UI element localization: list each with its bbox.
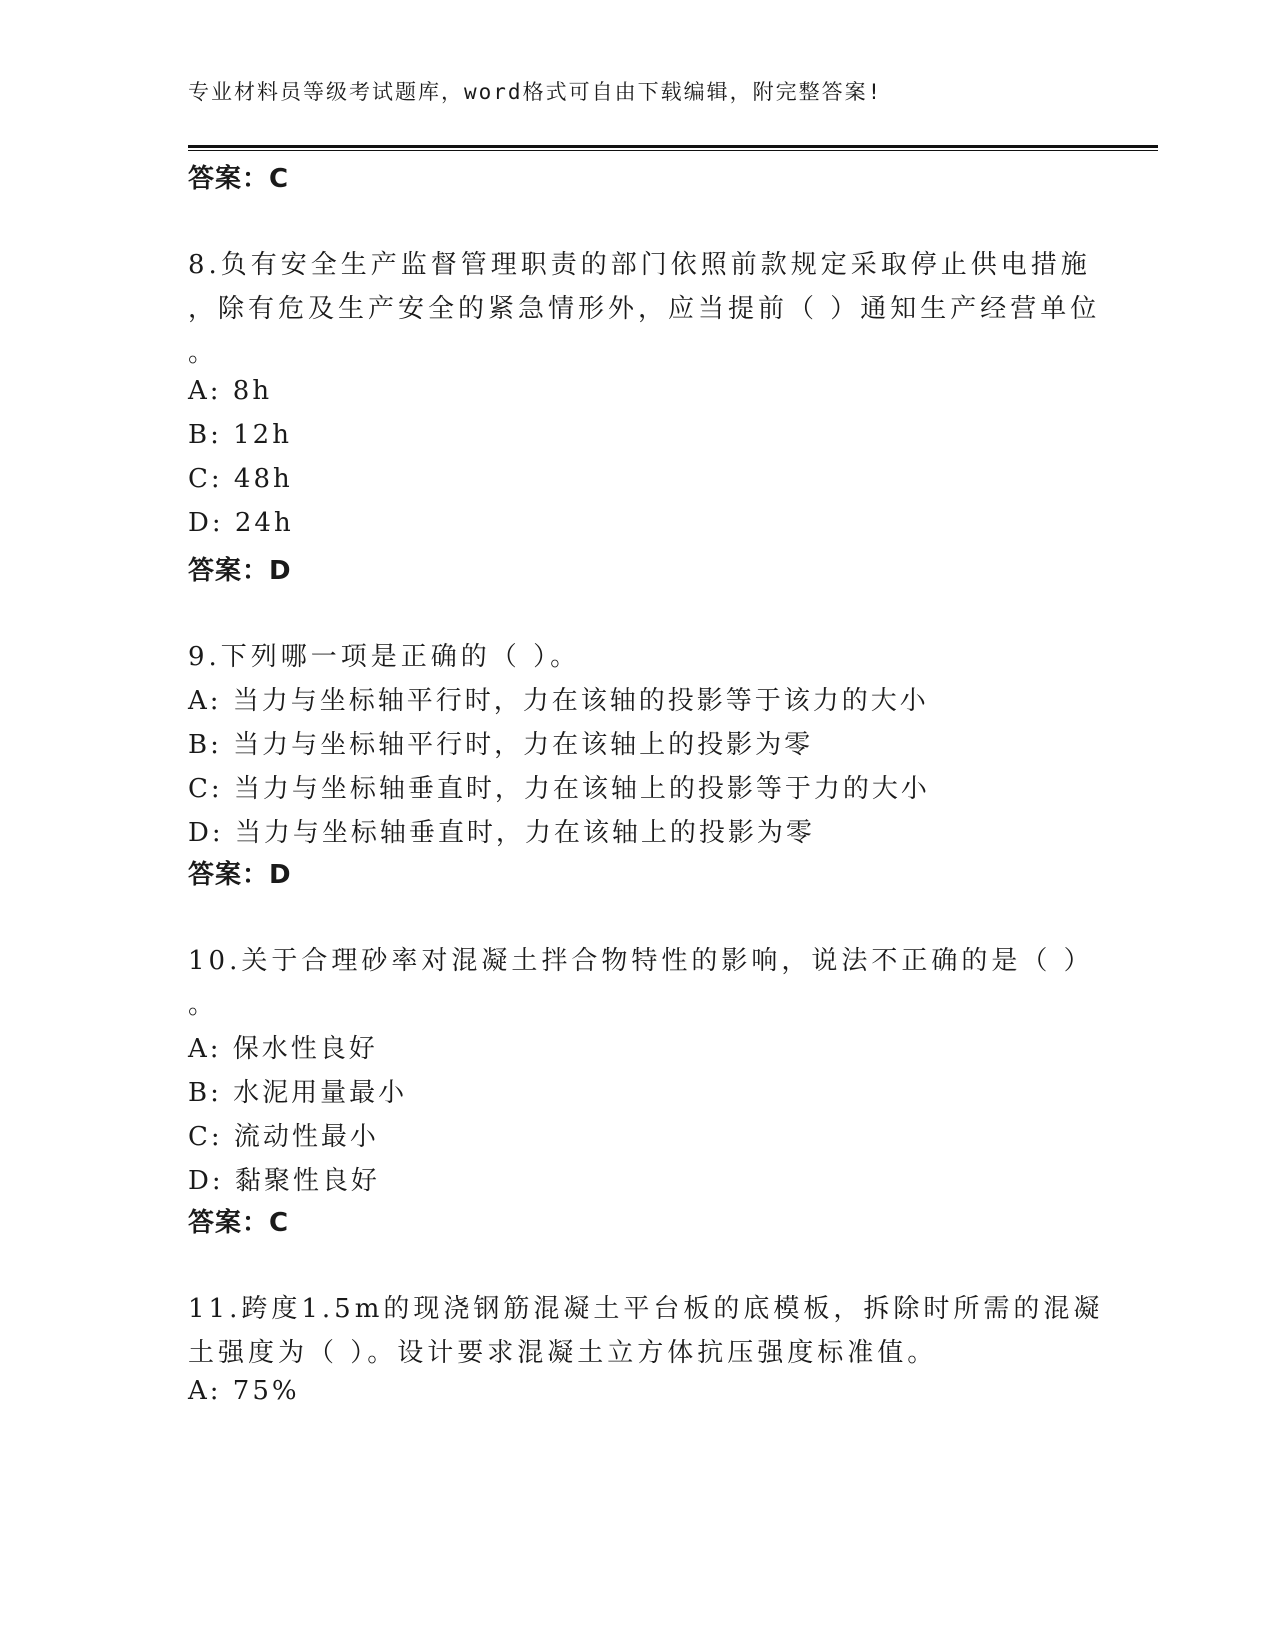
q9-stem-line1: 9.下列哪一项是正确的（ ）。 [188,642,581,672]
q7-answer: 答案：C [188,164,290,194]
q8-stem-line2: ，除有危及生产安全的紧急情形外，应当提前（ ）通知生产经营单位 [188,294,1101,324]
q9-option-d: D: 当力与坐标轴垂直时，力在该轴上的投影为零 [188,818,815,848]
q8-option-d: D: 24h [188,508,294,538]
q8-option-b: B: 12h [188,420,292,450]
q8-option-c: C: 48h [188,464,293,494]
q10-answer: 答案：C [188,1208,290,1238]
q8-stem-line1: 8.负有安全生产监督管理职责的部门依照前款规定采取停止供电措施 [188,250,1091,280]
q9-option-a: A: 当力与坐标轴平行时，力在该轴的投影等于该力的大小 [188,686,929,716]
header-rule-thick [188,145,1158,148]
q9-option-c: C: 当力与坐标轴垂直时，力在该轴上的投影等于力的大小 [188,774,930,804]
q10-option-c: C: 流动性最小 [188,1122,379,1152]
header-rule-thin [188,150,1158,151]
page-header: 专业材料员等级考试题库，word格式可自由下载编辑，附完整答案! [188,80,883,104]
q10-option-b: B: 水泥用量最小 [188,1078,408,1108]
q10-option-d: D: 黏聚性良好 [188,1166,380,1196]
q8-stem-line3: 。 [188,338,219,368]
q11-stem-line2: 土强度为（ ）。设计要求混凝土立方体抗压强度标准值。 [188,1338,938,1368]
q9-answer: 答案：D [188,860,292,890]
q11-stem-line1: 11.跨度1.5m的现浇钢筋混凝土平台板的底模板，拆除时所需的混凝 [188,1294,1104,1324]
q10-stem-line2: 。 [188,990,219,1020]
q8-option-a: A: 8h [188,376,273,406]
q10-stem-line1: 10.关于合理砂率对混凝土拌合物特性的影响，说法不正确的是（ ） [188,946,1094,976]
q9-option-b: B: 当力与坐标轴平行时，力在该轴上的投影为零 [188,730,814,760]
q10-option-a: A: 保水性良好 [188,1034,378,1064]
q11-option-a: A: 75% [188,1376,300,1406]
q8-answer: 答案：D [188,556,292,586]
